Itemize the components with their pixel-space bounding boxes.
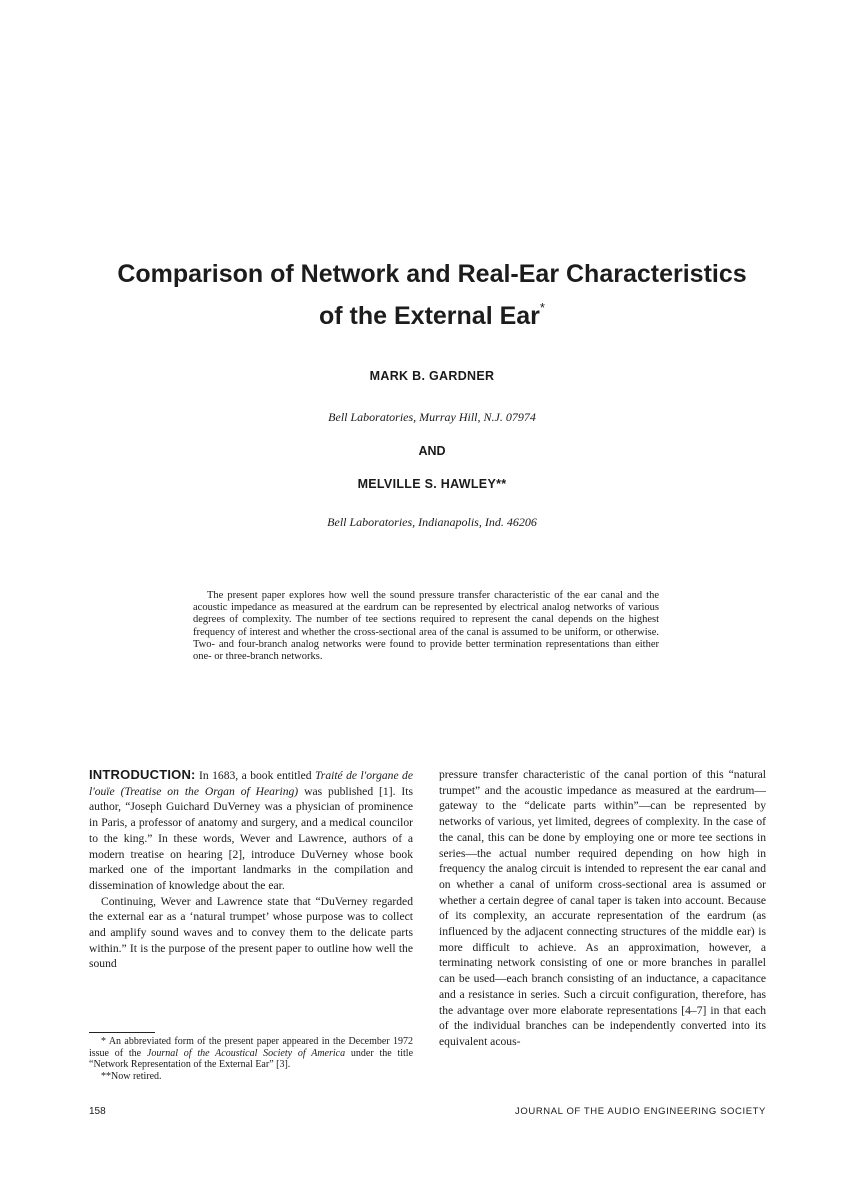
footnotes [89, 1036, 413, 1082]
intro-paragraph-2: Continuing, Wever and Lawrence state that “DuVerney regarded the external ear as a ‘natural trumpet’ whose purpose was to collect and amplify sound waves and to convey them to the delicate parts within.” It is the purpose of the present paper to outline how well the sound [89, 894, 413, 971]
footnote-1-tail: under the title “Network Representation of the External Ear” [3]. [89, 1047, 414, 1071]
author-1-affiliation: Bell Laboratories, Murray Hill, N.J. 07974 [328, 410, 536, 424]
page-number: 158 [89, 1106, 106, 1117]
title-line-2: of the External Ear [319, 302, 540, 330]
paper-title [60, 258, 804, 333]
section-heading-introduction: INTRODUCTION: [89, 767, 196, 782]
intro-p1-body: was published [1]. Its author, “Joseph Guichard DuVerney was a physician of prominence in Paris, a professor of anatomy and surgery, and a medical councilor to the king.” In these words, Wever and Lawrence, authors of a modern treatise on hearing [2], introduce DuVerney whose book marked one of the important landmarks in the compilation and dissemination of knowledge about the ear. [89, 784, 413, 892]
footnote-1 [89, 1036, 413, 1071]
footnote-1-journal: Journal of the Acoustical Society of America [146, 1047, 346, 1059]
right-column [439, 767, 766, 1050]
book-title: Traité de l'organe de l'ouïe (Treatise on the Organ of Hearing) [89, 769, 413, 798]
authors-conjunction: AND [418, 444, 446, 458]
abstract: The present paper explores how well the sound pressure transfer characteristic of the ear canal and the acoustic impedance as measured at the eardrum can be represented by electrical analog networks of various degrees of complexity. The number of tee sections required to represent the canal depends on the highest frequency of interest and whether the cross-sectional area of the canal is assumed to be uniform, or otherwise. Two- and four-branch analog networks were found to provide better termination representations than either one- or three-branch networks. [193, 590, 659, 663]
author-2-affiliation: Bell Laboratories, Indianapolis, Ind. 46206 [327, 515, 537, 529]
author-1-name: MARK B. GARDNER [369, 369, 495, 383]
footnote-1-lead: * An abbreviated form of the present paper appeared in the December 1972 issue of the [89, 1036, 413, 1059]
title-line-1: Comparison of Network and Real-Ear Characteristics [117, 260, 747, 288]
intro-p1-lead: In 1683, a book entitled [195, 769, 315, 782]
footnote-2: **Now retired. [101, 1070, 162, 1082]
intro-paragraph-3: pressure transfer characteristic of the canal portion of this “natural trumpet” and the acoustic impedance as measured at the eardrum—gateway to the “delicate parts within”—can be represented by networks of various, yet limited, degrees of complexity. In the case of the canal, this can be done by employing one or more tee sections in series—the actual number required depending on how high in frequency the analog circuit is intended to represent the ear canal and on whether a canal of uniform cross-sectional area is assumed or whether a certain degree of canal taper is taken into account. Because of its complexity, an accurate representation of the eardrum (as influenced by the adjacent connecting structures of the middle ear) is more difficult to achieve. As an approximation, however, a terminating network consisting of one or more branches in parallel can be used—each branch consisting of an inductance, a capacitance and a resistance in series. Such a circuit configuration, therefore, has the advantage over more elaborate representations [4–7] in that each of the individual branches can be independently converted into its equivalent acous- [439, 768, 766, 1048]
intro-paragraph-1 [89, 767, 413, 894]
author-2-name: MELVILLE S. HAWLEY** [357, 477, 507, 491]
title-footnote-mark: * [539, 300, 545, 315]
footnote-rule [89, 1032, 155, 1033]
left-column [89, 767, 413, 972]
journal-name: JOURNAL OF THE AUDIO ENGINEERING SOCIETY [515, 1106, 766, 1117]
